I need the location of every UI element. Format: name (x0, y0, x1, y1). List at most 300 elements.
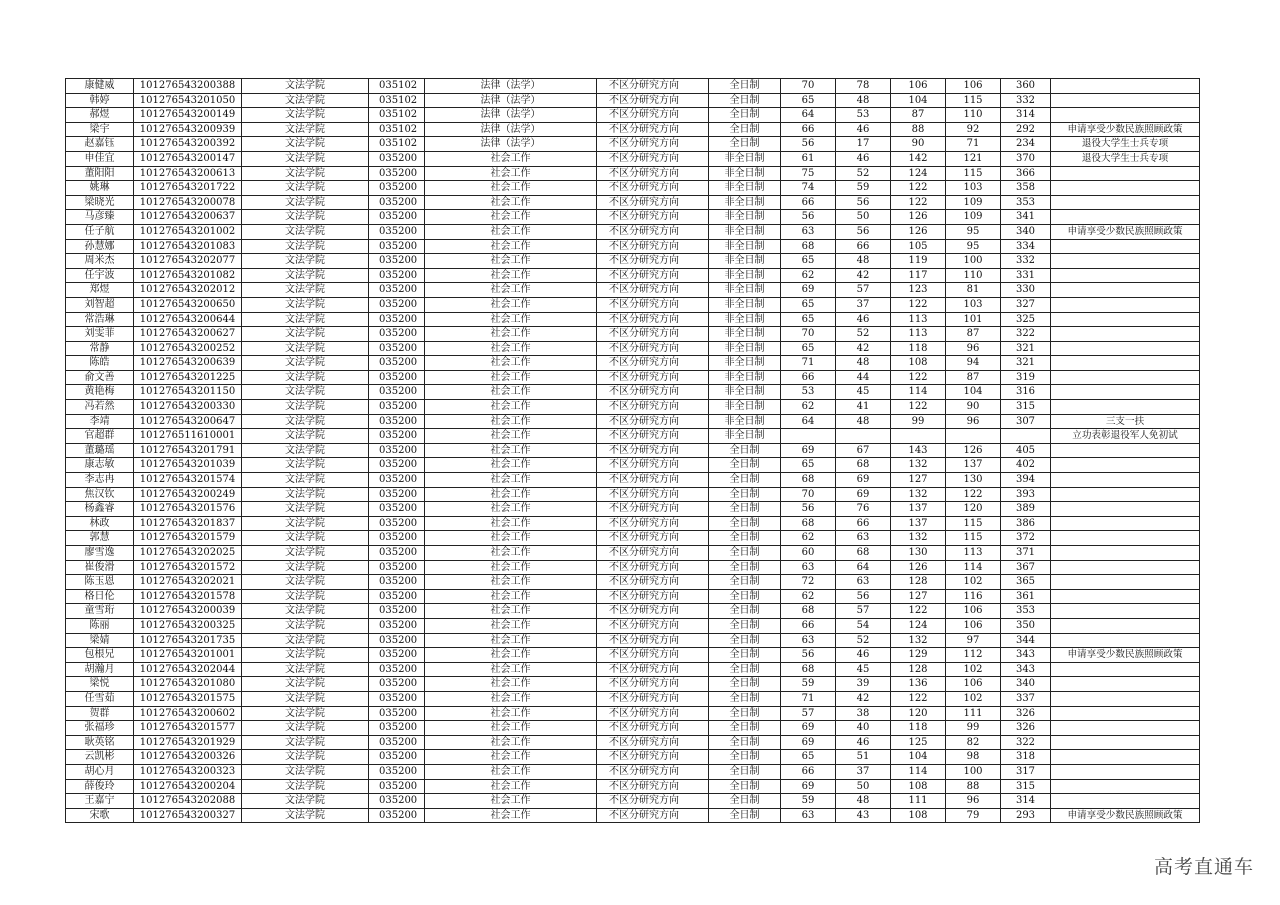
exam-id-cell: 101276543200039 (134, 604, 242, 619)
study-mode-cell: 非全日制 (709, 341, 781, 356)
name-cell: 胡心月 (66, 764, 134, 779)
total-score-cell: 366 (1001, 166, 1051, 181)
major-code-cell: 035200 (369, 254, 425, 269)
major-code-cell: 035200 (369, 443, 425, 458)
table-row (66, 794, 1200, 809)
school-cell: 文法学院 (242, 618, 369, 633)
subject1-score-cell: 128 (891, 575, 946, 590)
subject2-score-cell: 99 (946, 721, 1001, 736)
direction-cell: 不区分研究方向 (597, 531, 709, 546)
total-score-cell: 321 (1001, 356, 1051, 371)
major-name-cell: 法律（法学） (425, 79, 597, 94)
study-mode-cell: 全日制 (709, 677, 781, 692)
school-cell: 文法学院 (242, 268, 369, 283)
exam-id-cell: 101276543200252 (134, 341, 242, 356)
major-code-cell: 035200 (369, 779, 425, 794)
school-cell: 文法学院 (242, 341, 369, 356)
exam-id-cell: 101276543201083 (134, 239, 242, 254)
subject1-score-cell: 106 (891, 79, 946, 94)
study-mode-cell: 全日制 (709, 779, 781, 794)
major-code-cell: 035200 (369, 604, 425, 619)
name-cell: 任雪茹 (66, 691, 134, 706)
name-cell: 刘智超 (66, 297, 134, 312)
direction-cell: 不区分研究方向 (597, 764, 709, 779)
exam-id-cell: 101276543200325 (134, 618, 242, 633)
foreign-language-score-cell: 52 (836, 166, 891, 181)
subject2-score-cell: 130 (946, 473, 1001, 488)
total-score-cell: 393 (1001, 487, 1051, 502)
direction-cell: 不区分研究方向 (597, 779, 709, 794)
exam-id-cell: 101276543202088 (134, 794, 242, 809)
exam-id-cell: 101276543202012 (134, 283, 242, 298)
major-name-cell: 社会工作 (425, 283, 597, 298)
major-code-cell: 035200 (369, 706, 425, 721)
remark-cell (1051, 254, 1200, 269)
study-mode-cell: 非全日制 (709, 283, 781, 298)
major-code-cell: 035200 (369, 662, 425, 677)
study-mode-cell: 全日制 (709, 604, 781, 619)
study-mode-cell: 全日制 (709, 691, 781, 706)
foreign-language-score-cell: 48 (836, 414, 891, 429)
school-cell: 文法学院 (242, 283, 369, 298)
foreign-language-score-cell: 56 (836, 589, 891, 604)
politics-score-cell: 63 (781, 560, 836, 575)
foreign-language-score-cell: 48 (836, 794, 891, 809)
subject1-score-cell: 88 (891, 122, 946, 137)
total-score-cell: 371 (1001, 546, 1051, 561)
direction-cell: 不区分研究方向 (597, 400, 709, 415)
table-row (66, 195, 1200, 210)
direction-cell: 不区分研究方向 (597, 224, 709, 239)
subject1-score-cell: 87 (891, 108, 946, 123)
foreign-language-score-cell: 56 (836, 195, 891, 210)
study-mode-cell: 全日制 (709, 473, 781, 488)
politics-score-cell: 62 (781, 531, 836, 546)
direction-cell: 不区分研究方向 (597, 137, 709, 152)
total-score-cell: 358 (1001, 181, 1051, 196)
study-mode-cell: 全日制 (709, 137, 781, 152)
major-name-cell: 社会工作 (425, 560, 597, 575)
school-cell: 文法学院 (242, 414, 369, 429)
table-row (66, 502, 1200, 517)
remark-cell (1051, 618, 1200, 633)
school-cell: 文法学院 (242, 385, 369, 400)
name-cell: 梁晓光 (66, 195, 134, 210)
exam-id-cell: 101276543201735 (134, 633, 242, 648)
subject1-score-cell: 128 (891, 662, 946, 677)
subject1-score-cell: 104 (891, 750, 946, 765)
major-name-cell: 社会工作 (425, 385, 597, 400)
major-code-cell: 035200 (369, 735, 425, 750)
total-score-cell: 405 (1001, 443, 1051, 458)
subject1-score-cell: 99 (891, 414, 946, 429)
school-cell: 文法学院 (242, 487, 369, 502)
major-name-cell: 社会工作 (425, 618, 597, 633)
table-row (66, 604, 1200, 619)
subject2-score-cell: 92 (946, 122, 1001, 137)
remark-cell (1051, 794, 1200, 809)
politics-score-cell: 71 (781, 691, 836, 706)
foreign-language-score-cell: 78 (836, 79, 891, 94)
major-code-cell: 035102 (369, 122, 425, 137)
exam-id-cell: 101276543200323 (134, 764, 242, 779)
direction-cell: 不区分研究方向 (597, 166, 709, 181)
major-name-cell: 社会工作 (425, 268, 597, 283)
table-row (66, 443, 1200, 458)
direction-cell: 不区分研究方向 (597, 181, 709, 196)
foreign-language-score-cell: 46 (836, 735, 891, 750)
subject1-score-cell: 122 (891, 181, 946, 196)
politics-score-cell: 56 (781, 210, 836, 225)
major-name-cell: 社会工作 (425, 370, 597, 385)
foreign-language-score-cell: 42 (836, 341, 891, 356)
major-name-cell: 社会工作 (425, 341, 597, 356)
school-cell: 文法学院 (242, 254, 369, 269)
school-cell: 文法学院 (242, 604, 369, 619)
direction-cell: 不区分研究方向 (597, 662, 709, 677)
subject2-score-cell: 100 (946, 764, 1001, 779)
foreign-language-score-cell: 37 (836, 297, 891, 312)
subject2-score-cell: 110 (946, 268, 1001, 283)
major-name-cell: 社会工作 (425, 516, 597, 531)
total-score-cell: 340 (1001, 224, 1051, 239)
subject1-score-cell: 119 (891, 254, 946, 269)
study-mode-cell: 非全日制 (709, 429, 781, 444)
major-code-cell: 035200 (369, 808, 425, 823)
name-cell: 贺群 (66, 706, 134, 721)
subject1-score-cell: 136 (891, 677, 946, 692)
foreign-language-score-cell: 46 (836, 151, 891, 166)
school-cell: 文法学院 (242, 502, 369, 517)
table-row (66, 808, 1200, 823)
school-cell: 文法学院 (242, 181, 369, 196)
study-mode-cell: 全日制 (709, 721, 781, 736)
direction-cell: 不区分研究方向 (597, 79, 709, 94)
table-row (66, 385, 1200, 400)
major-code-cell: 035200 (369, 487, 425, 502)
remark-cell (1051, 181, 1200, 196)
total-score-cell: 322 (1001, 327, 1051, 342)
name-cell: 康志敏 (66, 458, 134, 473)
subject1-score-cell: 143 (891, 443, 946, 458)
school-cell: 文法学院 (242, 735, 369, 750)
exam-id-cell: 101276543200647 (134, 414, 242, 429)
remark-cell: 申请享受少数民族照顾政策 (1051, 648, 1200, 663)
foreign-language-score-cell: 57 (836, 283, 891, 298)
total-score-cell: 325 (1001, 312, 1051, 327)
remark-cell: 申请享受少数民族照顾政策 (1051, 808, 1200, 823)
study-mode-cell: 全日制 (709, 735, 781, 750)
name-cell: 黄艳梅 (66, 385, 134, 400)
name-cell: 冯若然 (66, 400, 134, 415)
politics-score-cell: 68 (781, 239, 836, 254)
school-cell: 文法学院 (242, 648, 369, 663)
politics-score-cell: 66 (781, 764, 836, 779)
remark-cell: 三支一扶 (1051, 414, 1200, 429)
subject1-score-cell: 122 (891, 370, 946, 385)
politics-score-cell: 63 (781, 808, 836, 823)
direction-cell: 不区分研究方向 (597, 195, 709, 210)
politics-score-cell: 64 (781, 414, 836, 429)
exam-id-cell: 101276543200388 (134, 79, 242, 94)
school-cell: 文法学院 (242, 691, 369, 706)
name-cell: 郭慧 (66, 531, 134, 546)
school-cell: 文法学院 (242, 400, 369, 415)
exam-id-cell: 101276543200149 (134, 108, 242, 123)
school-cell: 文法学院 (242, 108, 369, 123)
study-mode-cell: 全日制 (709, 108, 781, 123)
politics-score-cell: 70 (781, 79, 836, 94)
politics-score-cell: 68 (781, 516, 836, 531)
exam-id-cell: 101276543200078 (134, 195, 242, 210)
table-row (66, 312, 1200, 327)
foreign-language-score-cell: 69 (836, 487, 891, 502)
major-code-cell: 035200 (369, 312, 425, 327)
table-row (66, 662, 1200, 677)
school-cell: 文法学院 (242, 750, 369, 765)
direction-cell: 不区分研究方向 (597, 560, 709, 575)
politics-score-cell: 68 (781, 662, 836, 677)
foreign-language-score-cell: 66 (836, 516, 891, 531)
remark-cell (1051, 370, 1200, 385)
exam-id-cell: 101276543201579 (134, 531, 242, 546)
major-code-cell: 035200 (369, 414, 425, 429)
study-mode-cell: 非全日制 (709, 239, 781, 254)
table-row (66, 779, 1200, 794)
table-row (66, 764, 1200, 779)
subject2-score-cell: 96 (946, 414, 1001, 429)
subject1-score-cell: 108 (891, 779, 946, 794)
major-code-cell: 035200 (369, 224, 425, 239)
subject2-score-cell: 95 (946, 239, 1001, 254)
foreign-language-score-cell: 42 (836, 691, 891, 706)
major-code-cell: 035200 (369, 633, 425, 648)
foreign-language-score-cell: 68 (836, 458, 891, 473)
major-code-cell: 035200 (369, 370, 425, 385)
subject2-score-cell: 100 (946, 254, 1001, 269)
foreign-language-score-cell: 42 (836, 268, 891, 283)
remark-cell: 退役大学生士兵专项 (1051, 151, 1200, 166)
total-score-cell: 327 (1001, 297, 1051, 312)
name-cell: 童雪珩 (66, 604, 134, 619)
politics-score-cell: 64 (781, 108, 836, 123)
school-cell: 文法学院 (242, 137, 369, 152)
direction-cell: 不区分研究方向 (597, 516, 709, 531)
remark-cell (1051, 691, 1200, 706)
direction-cell: 不区分研究方向 (597, 502, 709, 517)
major-code-cell: 035200 (369, 166, 425, 181)
major-name-cell: 社会工作 (425, 589, 597, 604)
remark-cell (1051, 166, 1200, 181)
school-cell: 文法学院 (242, 429, 369, 444)
name-cell: 杨鑫睿 (66, 502, 134, 517)
remark-cell (1051, 546, 1200, 561)
exam-id-cell: 101276543201577 (134, 721, 242, 736)
total-score-cell: 389 (1001, 502, 1051, 517)
table-row (66, 648, 1200, 663)
politics-score-cell: 60 (781, 546, 836, 561)
table-row (66, 268, 1200, 283)
major-name-cell: 社会工作 (425, 735, 597, 750)
study-mode-cell: 非全日制 (709, 181, 781, 196)
foreign-language-score-cell: 40 (836, 721, 891, 736)
subject1-score-cell: 114 (891, 385, 946, 400)
name-cell: 康健威 (66, 79, 134, 94)
foreign-language-score-cell: 46 (836, 122, 891, 137)
table-row (66, 283, 1200, 298)
major-name-cell: 社会工作 (425, 575, 597, 590)
school-cell: 文法学院 (242, 458, 369, 473)
exam-id-cell: 101276543202077 (134, 254, 242, 269)
major-code-cell: 035200 (369, 502, 425, 517)
major-name-cell: 社会工作 (425, 195, 597, 210)
subject2-score-cell: 90 (946, 400, 1001, 415)
foreign-language-score-cell: 56 (836, 224, 891, 239)
study-mode-cell: 全日制 (709, 764, 781, 779)
school-cell: 文法学院 (242, 122, 369, 137)
politics-score-cell: 62 (781, 589, 836, 604)
exam-id-cell: 101276543200637 (134, 210, 242, 225)
study-mode-cell: 全日制 (709, 750, 781, 765)
major-code-cell: 035200 (369, 575, 425, 590)
exam-id-cell: 101276543200249 (134, 487, 242, 502)
remark-cell (1051, 473, 1200, 488)
name-cell: 李靖 (66, 414, 134, 429)
foreign-language-score-cell: 76 (836, 502, 891, 517)
remark-cell (1051, 516, 1200, 531)
study-mode-cell: 全日制 (709, 618, 781, 633)
study-mode-cell: 非全日制 (709, 356, 781, 371)
foreign-language-score-cell: 46 (836, 312, 891, 327)
politics-score-cell: 70 (781, 327, 836, 342)
total-score-cell: 343 (1001, 662, 1051, 677)
major-name-cell: 法律（法学） (425, 108, 597, 123)
total-score-cell: 318 (1001, 750, 1051, 765)
foreign-language-score-cell: 45 (836, 385, 891, 400)
table-row (66, 108, 1200, 123)
exam-id-cell: 101276543201837 (134, 516, 242, 531)
remark-cell (1051, 633, 1200, 648)
foreign-language-score-cell: 43 (836, 808, 891, 823)
direction-cell: 不区分研究方向 (597, 239, 709, 254)
exam-id-cell: 101276543201002 (134, 224, 242, 239)
major-name-cell: 社会工作 (425, 473, 597, 488)
foreign-language-score-cell: 53 (836, 108, 891, 123)
direction-cell: 不区分研究方向 (597, 297, 709, 312)
subject2-score-cell: 116 (946, 589, 1001, 604)
table-row (66, 721, 1200, 736)
total-score-cell: 292 (1001, 122, 1051, 137)
total-score-cell: 234 (1001, 137, 1051, 152)
table-row (66, 560, 1200, 575)
major-name-cell: 社会工作 (425, 458, 597, 473)
direction-cell: 不区分研究方向 (597, 93, 709, 108)
subject2-score-cell: 122 (946, 487, 1001, 502)
name-cell: 林政 (66, 516, 134, 531)
politics-score-cell: 53 (781, 385, 836, 400)
foreign-language-score-cell: 52 (836, 633, 891, 648)
school-cell: 文法学院 (242, 210, 369, 225)
exam-id-cell: 101276543201039 (134, 458, 242, 473)
direction-cell: 不区分研究方向 (597, 268, 709, 283)
name-cell: 包根兄 (66, 648, 134, 663)
foreign-language-score-cell: 37 (836, 764, 891, 779)
major-code-cell: 035200 (369, 531, 425, 546)
foreign-language-score-cell: 66 (836, 239, 891, 254)
politics-score-cell: 70 (781, 487, 836, 502)
major-code-cell: 035200 (369, 516, 425, 531)
table-row (66, 370, 1200, 385)
direction-cell: 不区分研究方向 (597, 122, 709, 137)
school-cell: 文法学院 (242, 575, 369, 590)
exam-id-cell: 101276543201050 (134, 93, 242, 108)
subject2-score-cell: 102 (946, 662, 1001, 677)
remark-cell (1051, 706, 1200, 721)
study-mode-cell: 全日制 (709, 648, 781, 663)
exam-id-cell: 101276543200627 (134, 327, 242, 342)
direction-cell: 不区分研究方向 (597, 283, 709, 298)
total-score-cell: 332 (1001, 254, 1051, 269)
name-cell: 任宇波 (66, 268, 134, 283)
total-score-cell: 341 (1001, 210, 1051, 225)
remark-cell (1051, 79, 1200, 94)
name-cell: 刘雯菲 (66, 327, 134, 342)
major-name-cell: 社会工作 (425, 210, 597, 225)
school-cell: 文法学院 (242, 546, 369, 561)
politics-score-cell: 56 (781, 502, 836, 517)
study-mode-cell: 全日制 (709, 794, 781, 809)
study-mode-cell: 非全日制 (709, 268, 781, 283)
major-name-cell: 社会工作 (425, 721, 597, 736)
exam-id-cell: 101276543200939 (134, 122, 242, 137)
study-mode-cell: 非全日制 (709, 385, 781, 400)
direction-cell: 不区分研究方向 (597, 108, 709, 123)
foreign-language-score-cell: 63 (836, 575, 891, 590)
table-row (66, 137, 1200, 152)
politics-score-cell: 66 (781, 370, 836, 385)
table-row (66, 239, 1200, 254)
foreign-language-score-cell: 57 (836, 604, 891, 619)
exam-id-cell: 101276543201225 (134, 370, 242, 385)
exam-id-cell: 101276543201080 (134, 677, 242, 692)
study-mode-cell: 非全日制 (709, 327, 781, 342)
direction-cell: 不区分研究方向 (597, 575, 709, 590)
politics-score-cell (781, 429, 836, 444)
major-code-cell: 035200 (369, 560, 425, 575)
study-mode-cell: 非全日制 (709, 414, 781, 429)
subject1-score-cell: 127 (891, 589, 946, 604)
subject1-score-cell: 126 (891, 210, 946, 225)
name-cell: 陈丽 (66, 618, 134, 633)
subject2-score-cell: 104 (946, 385, 1001, 400)
exam-id-cell: 101276543201150 (134, 385, 242, 400)
subject2-score-cell: 109 (946, 195, 1001, 210)
total-score-cell: 365 (1001, 575, 1051, 590)
table-row (66, 429, 1200, 444)
direction-cell: 不区分研究方向 (597, 618, 709, 633)
table-row (66, 575, 1200, 590)
total-score-cell: 370 (1001, 151, 1051, 166)
politics-score-cell: 74 (781, 181, 836, 196)
table-row (66, 297, 1200, 312)
major-name-cell: 社会工作 (425, 502, 597, 517)
major-name-cell: 社会工作 (425, 706, 597, 721)
major-name-cell: 社会工作 (425, 764, 597, 779)
major-code-cell: 035200 (369, 356, 425, 371)
total-score-cell: 350 (1001, 618, 1051, 633)
study-mode-cell: 全日制 (709, 575, 781, 590)
exam-id-cell: 101276543200327 (134, 808, 242, 823)
